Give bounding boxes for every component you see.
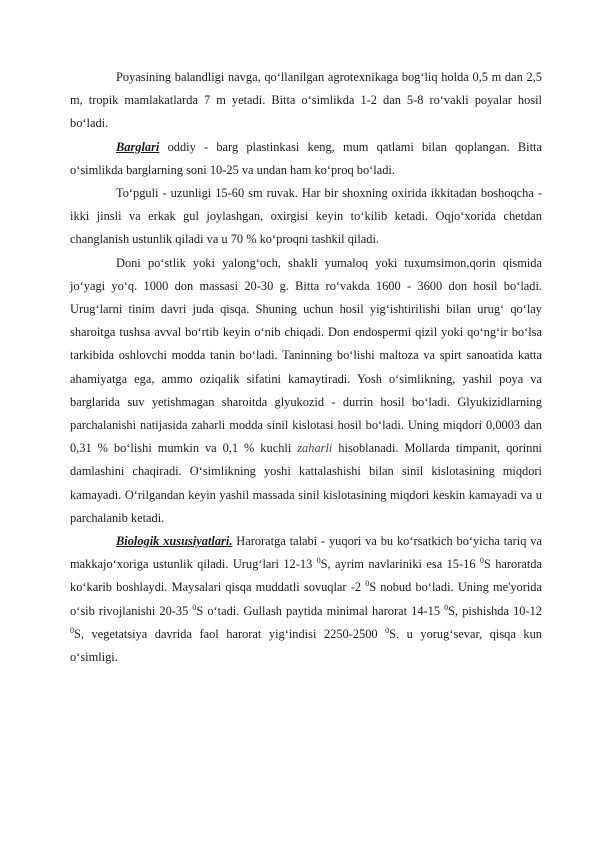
italic-term: zaharli [297, 441, 333, 456]
paragraph-text: S o‘tadi. Gullash paytida minimal harorat 14-15 [196, 603, 445, 618]
paragraph-text: Haroratga talabi - yuqori va bu ko‘rsatkich bo‘yicha tariq va makkajo‘xoriga ustunlik qiladi. Urug‘lari 12-13 [70, 534, 542, 572]
paragraph-text: S haroratda ko‘karib boshlaydi. Maysalari qisqa muddatli sovuqlar -2 [70, 557, 542, 595]
section-heading: Barglari [116, 139, 160, 154]
paragraph-text: To‘pguli - uzunligi 15-60 sm ruvak. Har bir shoxning oxirida ikkitadan boshoqcha - ikki jinsli va erkak gul joylashgan, oxirgisi keyin to‘kilib ketadi. Oqjo‘xorida chetdan changlanish ustunlik qiladi va u 70 % ko‘proqni tashkil qiladi. [70, 186, 542, 247]
degree-superscript: 0 [192, 602, 197, 612]
degree-superscript: 0 [444, 602, 449, 612]
paragraph-text: S. u yorug‘sevar, qisqa kun o‘simligi. [70, 626, 542, 665]
paragraph-text: Poyasining balandligi navga, qo‘llanilgan agrotexnikaga bog‘liq holda 0,5 m dan 2,5 m, tropik mamlakatlarda 7 m yetadi. Bitta o‘simlikda 1-2 dan 5-8 ro‘vakli poyalar hosil bo‘ladi. [70, 70, 542, 131]
document-page [70, 66, 542, 669]
paragraph-5 [70, 530, 542, 669]
degree-superscript: 0 [479, 556, 484, 566]
paragraph-4 [70, 252, 542, 530]
paragraph-text: hisoblanadi. Mollarda timpanit, qorinni damlashini chaqiradi. O‘simlikning yoshi kattalashishi bilan sinil kislotasining miqdori kamayadi. O‘rilgandan keyin yashil massada sinil kislotasining miqdori keskin kamayadi va u parchalanib ketadi. [70, 441, 542, 525]
paragraph-text: Doni po‘stlik yoki yalong‘och, shakli yumaloq yoki tuxumsimon,qorin qismida jo‘yagi yo‘q. 1000 don massasi 20-30 g. Bitta ro‘vakda 1600 - 3600 don hosil bo‘ladi. Urug‘larni tinim davri juda qisqa. Shuning uchun hosil yig‘ishtirilishi bilan urug‘ qo‘lay sharoitga tushsa avval bo‘rtib keyin o‘nib chiqadi. Don endospermi qizil yoki qo‘ng‘ir bo‘lsa tarkibida oshlovchi modda tanin bo‘ladi. Taninning bo‘lishi maltoza va spirt sanoatida katta ahamiyatga ega, ammo oziqalik sifatini kamaytiradi. Yosh o‘simlikning, yashil poya va barglarida suv yetishmagan sharoitda glyukozid - durrin hosil bo‘ladi. Glyukizidlarning parchalanishi natijasida zaharli modda sinil kislotasi hosil bo‘ladi. Uning miqdori 0,0003 dan 0,31 % bo‘lishi mumkin va 0,1 % kuchli [70, 255, 542, 456]
paragraph-3 [70, 182, 542, 252]
paragraph-text: oddiy - barg plastinkasi keng, mum qatlami bilan qoplangan. Bitta o‘simlikda barglarning soni 10-25 va undan ham ko‘proq bo‘ladi. [70, 139, 542, 177]
paragraph-text: S, vegetatsiya davrida faol harorat yig‘indisi 2250-2500 [74, 626, 386, 641]
paragraph-1 [70, 66, 542, 136]
paragraph-2 [70, 136, 542, 182]
degree-superscript: 0 [70, 625, 74, 635]
degree-superscript: 0 [385, 625, 390, 635]
paragraph-text: S, pishishda 10-12 [448, 603, 542, 618]
paragraph-text: S, ayrim navlariniki esa 15-16 [320, 557, 480, 572]
degree-superscript: 0 [316, 556, 321, 566]
section-heading: Biologik xususiyatlari. [116, 534, 233, 549]
paragraph-text: S nobud bo‘ladi. Uning me'yorida o‘sib rivojlanishi 20-35 [70, 580, 542, 618]
degree-superscript: 0 [365, 579, 370, 589]
